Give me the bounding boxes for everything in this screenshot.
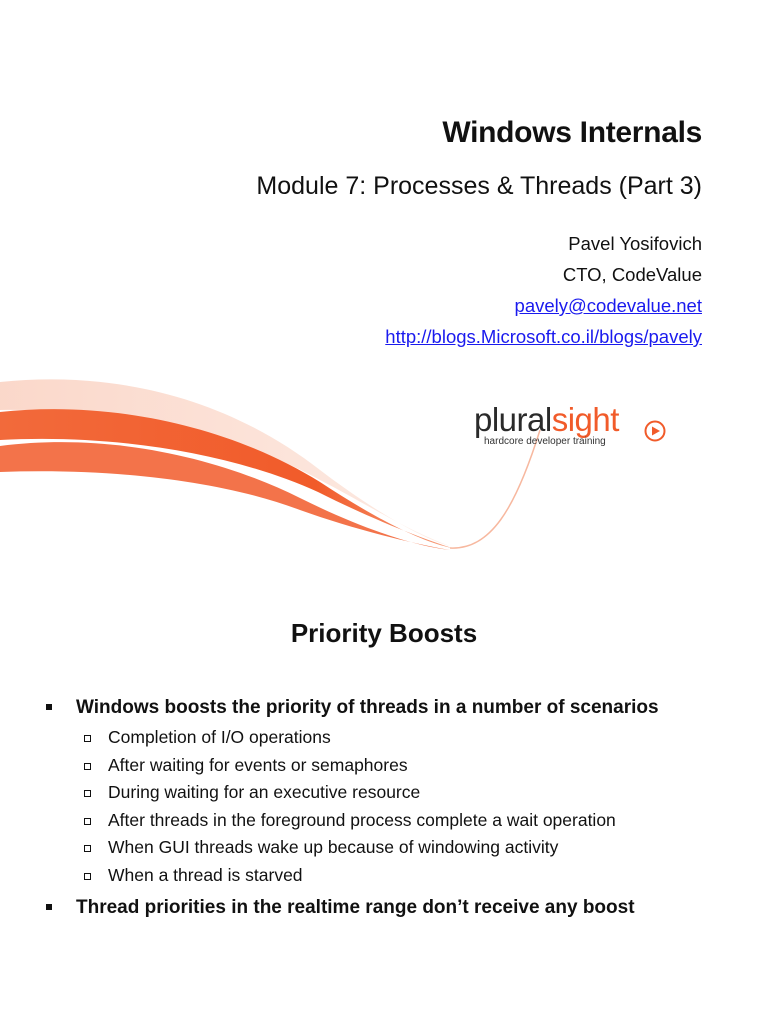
presentation-title: Windows Internals bbox=[442, 116, 702, 149]
sub-bullet-text: During waiting for an executive resource bbox=[108, 782, 421, 803]
sub-bullet-text: When GUI threads wake up because of windowing activity bbox=[108, 837, 559, 858]
play-icon bbox=[644, 420, 666, 442]
sub-bullet-text: After threads in the foreground process complete a wait operation bbox=[108, 809, 616, 830]
hollow-square-bullet-icon bbox=[84, 735, 91, 742]
bullet-list bbox=[44, 692, 744, 924]
hollow-square-bullet-icon bbox=[84, 818, 91, 825]
author-block bbox=[385, 228, 702, 352]
email-link[interactable]: pavely@codevalue.net bbox=[514, 295, 702, 316]
hollow-square-bullet-icon bbox=[84, 845, 91, 852]
sub-bullet-text: Completion of I/O operations bbox=[108, 727, 331, 747]
square-bullet-icon bbox=[46, 904, 52, 910]
bullet-text: Thread priorities in the realtime range don’t receive any boost bbox=[76, 896, 635, 918]
hollow-square-bullet-icon bbox=[84, 873, 91, 880]
sub-bullet-item bbox=[44, 779, 744, 807]
logo-wordmark: pluralsight bbox=[474, 401, 619, 438]
module-subtitle: Module 7: Processes & Threads (Part 3) bbox=[256, 172, 702, 200]
sub-bullet-item bbox=[44, 752, 744, 780]
square-bullet-icon bbox=[46, 704, 52, 710]
slide-title: Priority Boosts bbox=[290, 618, 478, 648]
bullet-item bbox=[44, 692, 744, 724]
hollow-square-bullet-icon bbox=[84, 763, 91, 770]
sub-bullet-item bbox=[44, 862, 744, 890]
sub-bullet-text: After waiting for events or semaphores bbox=[108, 754, 408, 775]
sub-bullet-item bbox=[44, 724, 744, 752]
orange-swoosh-graphic bbox=[0, 360, 560, 560]
priority-boosts-slide bbox=[0, 600, 768, 1024]
sub-bullet-list bbox=[44, 724, 744, 890]
bullet-item bbox=[44, 892, 744, 924]
sub-bullet-item bbox=[44, 834, 744, 862]
sub-bullet-item bbox=[44, 807, 744, 835]
author-name: Pavel Yosifovich bbox=[568, 233, 702, 254]
bullet-text: Windows boosts the priority of threads in a number of scenarios bbox=[76, 697, 659, 718]
pluralsight-logo bbox=[474, 400, 674, 456]
author-role: CTO, CodeValue bbox=[562, 264, 702, 285]
sub-bullet-text: When a thread is starved bbox=[108, 864, 303, 885]
hollow-square-bullet-icon bbox=[84, 790, 91, 797]
logo-tagline: hardcore developer training bbox=[484, 436, 606, 447]
blog-link[interactable]: http://blogs.Microsoft.co.il/blogs/pavely bbox=[385, 326, 702, 347]
